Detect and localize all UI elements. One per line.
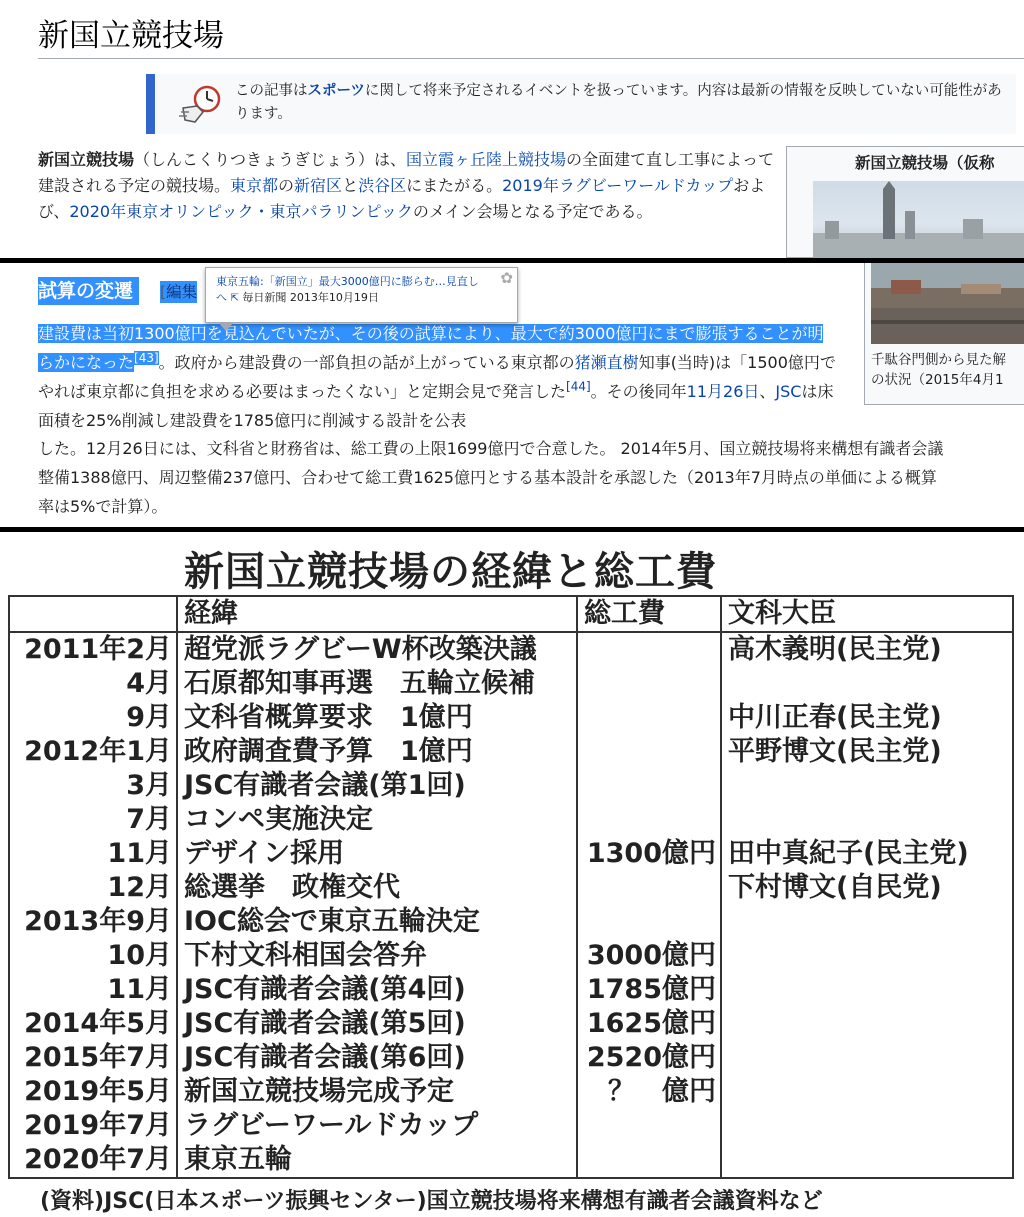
lead-text: および、 (38, 176, 766, 221)
lead-paragraph (38, 147, 778, 225)
cell-date: 2019年7月 (24, 1110, 172, 1141)
cell-minister: 中川正春(民主党) (728, 702, 942, 733)
link-rugby-2019[interactable]: 2019年ラグビーワールドカップ (502, 176, 734, 195)
edit-section-link[interactable] (160, 281, 197, 303)
cell-date: 10月 (107, 940, 172, 971)
table-row (10, 837, 1012, 871)
cell-event: コンペ実施決定 (184, 804, 373, 835)
cell-event: 新国立競技場完成予定 (184, 1076, 454, 1107)
table-row (10, 1007, 1012, 1041)
cell-cost: 1300億円 (586, 838, 716, 869)
cell-date: 2014年5月 (24, 1008, 172, 1039)
link-inose[interactable]: 猪瀬直樹 (574, 353, 639, 372)
tooltip-source: 毎日新聞 2013年10月19日 (242, 291, 379, 304)
cell-event: 超党派ラグビーW杯改築決議 (184, 634, 537, 665)
link-tokyo[interactable]: 東京都 (230, 176, 279, 195)
para-text: 、 (759, 382, 776, 401)
table-footnote: (資料)JSC(日本スポーツ振興センター)国立競技場将来構想有識者会議資料など (40, 1189, 823, 1214)
table-row (10, 1041, 1012, 1075)
notice-sports-link[interactable]: スポーツ (307, 83, 365, 99)
wiki-article-top-panel (0, 0, 1024, 258)
cell-event: 下村文科相国会答弁 (184, 940, 427, 971)
notice-text (235, 80, 1005, 126)
infobox (786, 146, 1024, 258)
table-row (10, 1109, 1012, 1143)
edit-bracket: [ (160, 283, 167, 301)
cell-minister: 高木義明(民主党) (728, 634, 942, 665)
cell-date: 11月 (107, 974, 172, 1005)
cell-cost: 1785億円 (586, 974, 716, 1005)
lead-text: と (342, 176, 359, 195)
wiki-article-section-panel (0, 263, 1024, 527)
cell-event: 総選挙 政権交代 (184, 872, 400, 903)
cell-event: 東京五輪 (184, 1144, 292, 1175)
cost-history-table-image (0, 532, 1024, 1217)
header-minister: 文科大臣 (728, 598, 836, 629)
cell-event: 石原都知事再選 五輪立候補 (184, 668, 535, 699)
para-text: 。政府から建設費の一部負担の話が上がっている東京都の (158, 353, 575, 372)
cell-event: IOC総会で東京五輪決定 (184, 906, 480, 937)
table-row (10, 905, 1012, 939)
cell-event: 文科省概算要求 1億円 (184, 702, 473, 733)
infobox-photo[interactable] (813, 181, 1024, 259)
table-row (10, 701, 1012, 735)
infobox-title: 新国立競技場（仮称 (855, 154, 995, 172)
tooltip-pointer (218, 322, 234, 331)
cell-date: 11月 (107, 838, 172, 869)
table-row (10, 633, 1012, 667)
table-row (10, 1143, 1012, 1177)
infobox-image-box (864, 263, 1024, 405)
image-caption (871, 350, 1024, 390)
table-row (10, 735, 1012, 769)
cell-date: 2012年1月 (24, 736, 172, 767)
header-cost: 総工費 (584, 598, 665, 629)
link-shinjuku[interactable]: 新宿区 (294, 176, 343, 195)
link-nov-26[interactable]: 11月26日 (686, 382, 760, 401)
title-divider (38, 58, 1024, 59)
para-line: 率は5%で計算）。 (38, 497, 168, 516)
notice-box (146, 74, 1016, 134)
selected-text: 建設費は当初1300億円を見込んでいたが、その後の試算により、最大で約3000億円にまで膨張することが明らかになった (38, 324, 824, 372)
edit-label[interactable]: 編集 (166, 283, 198, 301)
cell-cost: 2520億円 (586, 1042, 716, 1073)
cell-date: 4月 (126, 668, 172, 699)
lead-text: のメイン会場となる予定である。 (412, 202, 653, 221)
cell-date: 12月 (107, 872, 172, 903)
para-text: 知事(当時)は「1500億円でやれば東京都に負担を求める必要はまったくない」と定期会見で発言した (38, 353, 836, 401)
skyline-image (813, 181, 1024, 259)
cell-event: JSC有識者会議(第4回) (184, 974, 466, 1005)
cell-cost: ？ 億円 (608, 1076, 716, 1107)
cell-event: ラグビーワールドカップ (184, 1110, 479, 1141)
lead-text: の全面建て直し工事によって建設される予定の競技場。 (38, 150, 775, 195)
gear-icon[interactable]: ✿ (500, 269, 513, 287)
cell-date: 9月 (126, 702, 172, 733)
tooltip-title[interactable]: 東京五輪:「新国立」最大3000億円に膨らむ…見直し (216, 275, 479, 288)
table-row (10, 973, 1012, 1007)
lead-reading: （しんこくりつきょうぎじょう）は、 (134, 150, 407, 169)
para-text: は床面積を25%削減し建設費を1785億円に削減する設計を公表 (38, 382, 834, 430)
tooltip-title-cont[interactable]: へ (216, 291, 227, 304)
notice-text-prefix: この記事は (235, 83, 308, 99)
table-row (10, 1075, 1012, 1109)
cell-date: 2011年2月 (24, 634, 172, 665)
cell-date: 2013年9月 (24, 906, 172, 937)
cell-date: 2015年7月 (24, 1042, 172, 1073)
cell-minister: 下村博文(自民党) (728, 872, 942, 903)
cell-event: 政府調査費予算 1億円 (184, 736, 473, 767)
notice-text-suffix: に関して将来予定されるイベントを扱っています。内容は最新の情報を反映していない可能性があります。 (235, 83, 1002, 122)
cell-cost: 3000億円 (586, 940, 716, 971)
link-kasumigaoka[interactable]: 国立霞ヶ丘陸上競技場 (406, 150, 567, 169)
header-event: 経緯 (184, 598, 238, 629)
caption-line-2: の状況（2015年4月1 (871, 372, 1004, 388)
lead-text: にまたがる。 (406, 176, 503, 195)
table-row (10, 871, 1012, 905)
cell-date: 2020年7月 (24, 1144, 172, 1175)
cell-date: 3月 (126, 770, 172, 801)
construction-site-image (871, 263, 1024, 344)
table-row (10, 803, 1012, 837)
table-title: 新国立競技場の経緯と総工費 (184, 549, 717, 595)
lead-subject: 新国立競技場 (38, 150, 135, 169)
cell-date: 7月 (126, 804, 172, 835)
cell-date: 2019年5月 (24, 1076, 172, 1107)
ref-43[interactable]: [43] (134, 350, 159, 365)
link-jsc[interactable]: JSC (775, 382, 802, 401)
section-paragraph (38, 319, 838, 435)
para-text: 。その後同年 (590, 382, 687, 401)
table-row (10, 769, 1012, 803)
page-title: 新国立競技場 (38, 18, 224, 54)
table-row (10, 667, 1012, 701)
reference-tooltip[interactable] (205, 267, 518, 323)
cell-minister: 平野博文(民主党) (728, 736, 942, 767)
caption-line-1: 千駄谷門側から見た解 (871, 352, 1006, 368)
para-line: 整備1388億円、周辺整備237億円、合わせて総工費1625億円とする基本設計を承認した（2013年7月時点の単価による概算 (38, 468, 937, 487)
section-heading: 試算の変遷 (38, 277, 139, 305)
cell-event: デザイン採用 (184, 838, 345, 869)
link-tokyo-2020[interactable]: 2020年東京オリンピック・東京パラリンピック (69, 202, 413, 221)
para-line: した。12月26日には、文科省と財務省は、総工費の上限1699億円で合意した。 2014年5月、国立競技場将来構想有識者会議 (38, 439, 944, 458)
clock-runner-icon (177, 82, 223, 126)
ref-44[interactable]: [44] (566, 379, 591, 394)
cell-event: JSC有識者会議(第1回) (184, 770, 466, 801)
lead-text: の (278, 176, 295, 195)
cell-event: JSC有識者会議(第5回) (184, 1008, 466, 1039)
section-paragraph-cont (38, 434, 1024, 521)
construction-photo[interactable] (871, 263, 1024, 344)
external-link-icon: ⇱ (230, 293, 239, 304)
cell-event: JSC有識者会議(第6回) (184, 1042, 466, 1073)
cell-cost: 1625億円 (586, 1008, 716, 1039)
cell-minister: 田中真紀子(民主党) (728, 838, 969, 869)
cost-table (8, 595, 1014, 1179)
table-row (10, 939, 1012, 973)
link-shibuya[interactable]: 渋谷区 (358, 176, 407, 195)
